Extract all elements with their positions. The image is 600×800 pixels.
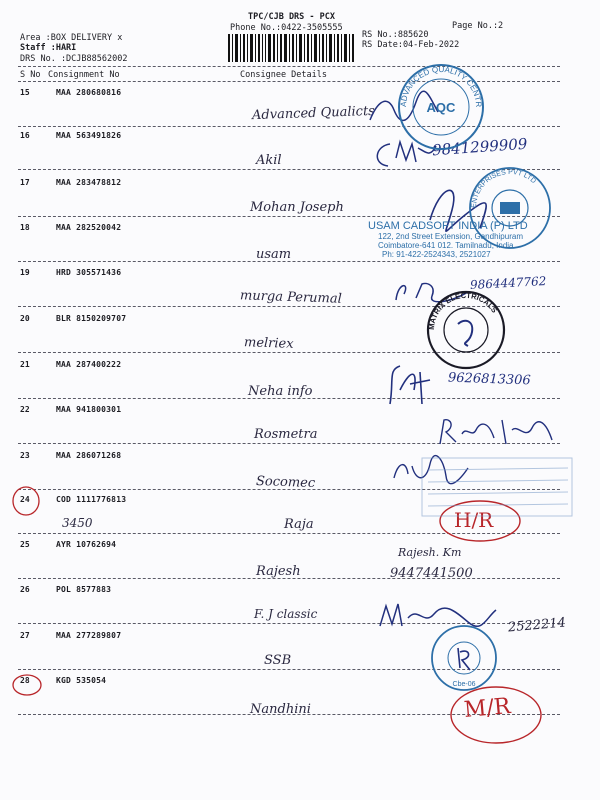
remark-row-28: M/R bbox=[462, 694, 512, 723]
staff-label: Staff :HARI bbox=[20, 43, 77, 53]
row-serial-number: 17 bbox=[20, 178, 30, 187]
row-serial-number: 28 bbox=[20, 676, 30, 685]
row-consignment-number: MAA 287400222 bbox=[56, 360, 122, 369]
red-circle-24 bbox=[10, 484, 44, 518]
column-header-consignee: Consignee Details bbox=[240, 70, 327, 80]
aqc-ring-text: ADVANCED QUALITY CENTRE bbox=[393, 55, 484, 108]
row-consignee-handwritten: melriex bbox=[243, 335, 294, 352]
row-consignee-handwritten: murga Perumal bbox=[239, 288, 343, 307]
row-serial-number: 22 bbox=[20, 405, 30, 414]
row-consignment-number: AYR 10762694 bbox=[56, 540, 117, 549]
row-serial-number: 24 bbox=[20, 495, 30, 504]
note-row-21: 9626813306 bbox=[447, 370, 531, 389]
row-consignment-number: KGD 535054 bbox=[56, 676, 107, 685]
usam-phone: Ph: 91-422-2524343, 2521027 bbox=[382, 250, 491, 259]
row-consignment-number: MAA 563491826 bbox=[56, 131, 122, 140]
aqc-stamp bbox=[393, 55, 486, 152]
row-consignee-handwritten: F. J classic bbox=[254, 607, 318, 621]
row-consignment-number: COD 1111776813 bbox=[56, 495, 127, 504]
phone-number: Phone No.:0422-3505555 bbox=[230, 23, 343, 33]
usam-company-name: USAM CADSOFT INDIA (P) LTD bbox=[368, 220, 528, 232]
note-row-25-phone: 9447441500 bbox=[390, 566, 473, 581]
row-serial-number: 19 bbox=[20, 268, 30, 277]
row-consignment-number: MAA 277289807 bbox=[56, 631, 122, 640]
faded-stamp-row-23 bbox=[418, 452, 578, 522]
row-serial-number: 23 bbox=[20, 451, 30, 460]
row-consignment-number: MAA 286071268 bbox=[56, 451, 122, 460]
red-circle-28 bbox=[10, 672, 46, 698]
row-serial-number: 15 bbox=[20, 88, 30, 97]
row-consignment-number: MAA 941800301 bbox=[56, 405, 122, 414]
row-serial-number: 21 bbox=[20, 360, 30, 369]
document-title: TPC/CJB DRS - PCX bbox=[248, 12, 335, 22]
column-header-sno: S No bbox=[20, 70, 41, 80]
rr-ring-text: ENTERPRISES PVT LTD bbox=[470, 168, 538, 209]
cbe-company-stamp bbox=[428, 622, 500, 694]
area-label: Area :BOX DELIVERY x bbox=[20, 33, 123, 43]
row-serial-number: 27 bbox=[20, 631, 30, 640]
note-row-24-amount: 3450 bbox=[62, 516, 93, 530]
row-consignee-handwritten: Socomec bbox=[255, 473, 316, 492]
row-serial-number: 18 bbox=[20, 223, 30, 232]
row-divider bbox=[18, 261, 560, 262]
svg-text:MATRIX ELECTRICALS bbox=[427, 291, 499, 330]
row-consignee-handwritten: Advanced Qualicts bbox=[251, 103, 376, 124]
row-consignment-number: HRD 305571436 bbox=[56, 268, 122, 277]
row-consignee-handwritten: Rajesh bbox=[256, 564, 301, 579]
cbe-ring-text: Cbe-06 bbox=[452, 681, 476, 688]
remark-row-24: H/R bbox=[454, 508, 494, 532]
usam-address-line1: 122, 2nd Street Extension, Gandhipuram bbox=[378, 232, 523, 241]
row-consignee-handwritten: Nandhini bbox=[250, 702, 311, 717]
row-consignee-handwritten: SSB bbox=[264, 653, 292, 668]
usam-address-line2: Coimbatore-641 012. Tamilnadu, India bbox=[378, 241, 514, 250]
matrix-electricals-stamp bbox=[424, 288, 508, 372]
row-consignee-handwritten: Neha info bbox=[248, 384, 313, 399]
row-serial-number: 16 bbox=[20, 131, 30, 140]
drs-number: DRS No. :DCJB88562002 bbox=[20, 54, 128, 64]
row-consignment-number: MAA 282520042 bbox=[56, 223, 122, 232]
row-divider bbox=[18, 578, 560, 579]
matrix-ring-text: MATRIX ELECTRICALS bbox=[426, 290, 500, 331]
signature-row-22 bbox=[436, 416, 556, 450]
note-row-26: 2522214 bbox=[507, 615, 567, 636]
note-row-19: 9864447762 bbox=[469, 274, 547, 292]
row-consignee-handwritten: Raja bbox=[284, 517, 314, 532]
row-consignee-handwritten: Rosmetra bbox=[254, 427, 318, 442]
usam-address-stamp bbox=[368, 220, 528, 259]
row-consignment-number: BLR 8150209707 bbox=[56, 314, 127, 323]
row-serial-number: 25 bbox=[20, 540, 30, 549]
row-consignee-handwritten: Mohan Joseph bbox=[250, 200, 344, 215]
row-consignment-number: MAA 283478812 bbox=[56, 178, 122, 187]
rs-date: RS Date:04-Feb-2022 bbox=[362, 40, 460, 50]
row-consignment-number: MAA 280680816 bbox=[56, 88, 122, 97]
rs-number: RS No.:885620 bbox=[362, 30, 429, 40]
row-serial-number: 26 bbox=[20, 585, 30, 594]
row-serial-number: 20 bbox=[20, 314, 30, 323]
row-consignee-handwritten: Akil bbox=[256, 153, 282, 168]
row-consignee-handwritten: usam bbox=[256, 247, 292, 262]
note-row-16: 9841299909 bbox=[431, 134, 528, 160]
row-divider bbox=[18, 398, 560, 399]
page-number: Page No.:2 bbox=[452, 21, 504, 31]
barcode bbox=[228, 34, 354, 62]
row-consignment-number: POL 8577883 bbox=[56, 585, 112, 594]
note-row-25-name: Rajesh. Km bbox=[398, 546, 462, 559]
aqc-logo-text: AQC bbox=[426, 100, 456, 115]
column-header-consignment: Consignment No bbox=[48, 70, 120, 80]
